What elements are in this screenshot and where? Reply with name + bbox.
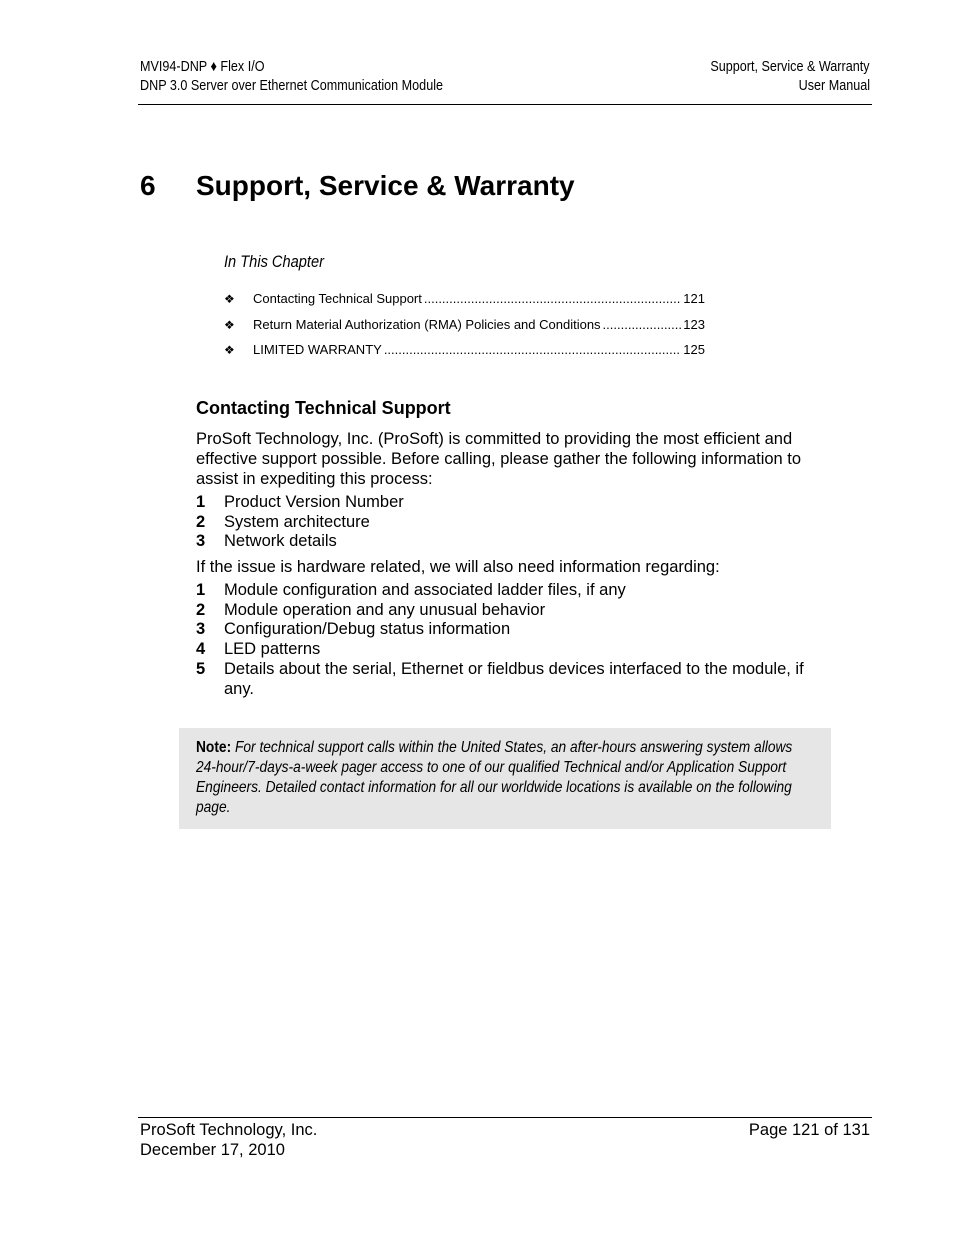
header-divider xyxy=(138,104,872,105)
toc-entry[interactable] xyxy=(224,340,705,366)
required-info-list xyxy=(196,493,826,552)
header-doc-type: User Manual xyxy=(798,77,870,94)
toc-entry-label: Contacting Technical Support xyxy=(253,291,422,306)
toc-entry-label: Return Material Authorization (RMA) Policies and Conditions xyxy=(253,316,601,332)
header-product: MVI94-DNP ♦ Flex I/O xyxy=(140,58,265,75)
toc-entry[interactable] xyxy=(224,289,705,315)
chapter-number: 6 xyxy=(140,170,156,201)
header-left xyxy=(140,57,501,95)
in-this-chapter-heading: In This Chapter xyxy=(224,252,324,271)
intro-paragraph: ProSoft Technology, Inc. (ProSoft) is committed to providing the most efficient and effective support possible. Before calling, please gather the following information to assist in expediting this process: xyxy=(196,430,802,488)
footer-left xyxy=(140,1120,317,1160)
chapter-toc xyxy=(224,289,705,366)
chapter-title xyxy=(140,170,575,202)
note-body: For technical support calls within the United States, an after-hours answering system allows 24-hour/7-days-a-week pager access to one of our qualified Technical and/or Application Support Engineers. Detailed contact information for all our worldwide locations is available on the following page. xyxy=(196,739,793,816)
hardware-intro-paragraph: If the issue is hardware related, we will also need information regarding: xyxy=(196,558,720,576)
list-item: 3 Configuration/Debug status information xyxy=(196,620,511,639)
list-item: 2 System architecture xyxy=(196,512,370,531)
hardware-info-list xyxy=(196,581,826,699)
chapter-title-text: Support, Service & Warranty xyxy=(196,170,575,201)
header-right xyxy=(680,57,870,95)
list-item: 3 Network details xyxy=(196,532,337,551)
list-item: 4 LED patterns xyxy=(196,640,321,659)
list-item: 5 Details about the serial, Ethernet or fieldbus devices interfaced to the module, if any. xyxy=(196,659,804,698)
note-text xyxy=(196,738,815,818)
list-item: 1 Module configuration and associated ladder files, if any xyxy=(196,581,626,599)
diamond-bullet-icon: ❖ xyxy=(224,343,235,357)
toc-leader xyxy=(384,340,681,359)
note-label: Note: xyxy=(196,739,232,756)
toc-entry-page: 123 xyxy=(683,316,705,332)
footer-date: December 17, 2010 xyxy=(140,1141,285,1159)
toc-entry-page: 121 xyxy=(683,291,705,306)
toc-leader xyxy=(603,315,682,334)
toc-leader xyxy=(424,289,681,308)
toc-entry-label: LIMITED WARRANTY xyxy=(253,342,382,357)
section-heading: Contacting Technical Support xyxy=(196,398,451,418)
footer-company: ProSoft Technology, Inc. xyxy=(140,1121,318,1139)
footer-divider xyxy=(138,1117,872,1118)
header-module: DNP 3.0 Server over Ethernet Communication Module xyxy=(140,77,444,94)
toc-entry-page: 125 xyxy=(683,342,705,357)
diamond-bullet-icon: ❖ xyxy=(224,317,235,332)
list-item: 1 Product Version Number xyxy=(196,493,404,511)
toc-entry[interactable] xyxy=(224,315,705,341)
header-section: Support, Service & Warranty xyxy=(710,58,870,75)
list-item: 2 Module operation and any unusual behavior xyxy=(196,600,546,619)
diamond-bullet-icon: ❖ xyxy=(224,292,235,306)
footer-page-number: Page 121 of 131 xyxy=(748,1121,870,1139)
